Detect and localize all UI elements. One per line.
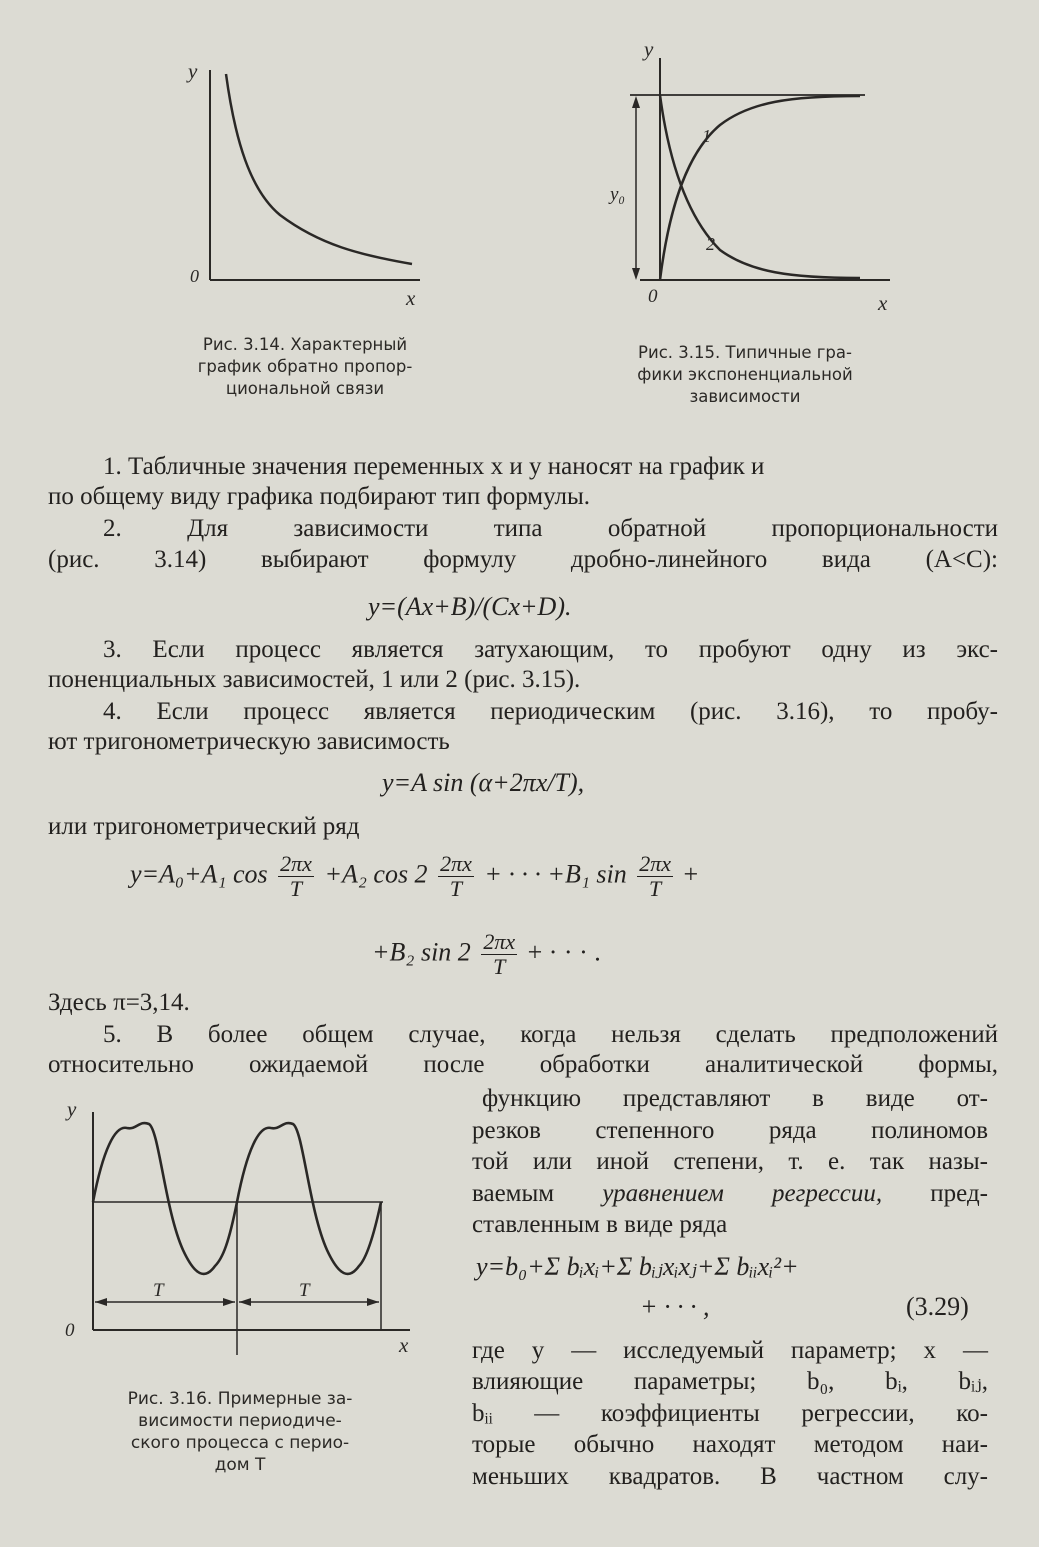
period-2-label: T — [299, 1280, 310, 1301]
equation-number: (3.29) — [906, 1292, 969, 1321]
column-line-10: меньших квадратов. В частном слу- — [472, 1463, 988, 1490]
arrow-right-icon — [223, 1298, 235, 1306]
arrow-down-icon — [632, 268, 640, 280]
arrow-right-icon — [367, 1298, 379, 1306]
column-line-8: bᵢᵢ — коэффициенты регрессии, ко- — [472, 1400, 988, 1427]
curve-2-label: 2 — [706, 234, 715, 254]
figure-3-16-caption: Рис. 3.16. Примерные за- висимости периодиче- ского процесса с перио- дом T — [127, 1389, 353, 1475]
trig-series-intro: или тригонометрический ряд — [48, 813, 360, 840]
regression-equation-line-1: y=b₀+Σ bᵢxᵢ+Σ bᵢⱼxᵢxⱼ+Σ bᵢᵢxᵢ²+ — [476, 1252, 799, 1281]
arrow-left-icon — [239, 1298, 251, 1306]
x-axis-label: x — [399, 1333, 409, 1357]
curve-1-label: 1 — [702, 126, 711, 146]
series-part-2: +A₂ cos 2 — [324, 859, 428, 889]
column-line-6: где y — исследуемый параметр; x — — [472, 1337, 988, 1364]
item-4-line-1: 4. Если процесс является периодическим (рис. 3.16), то пробу- — [103, 698, 998, 725]
regression-equation-line-2: + · · · , — [640, 1292, 710, 1321]
series-part-5: +B₂ sin 2 — [372, 937, 471, 967]
column-line-2: резков степенного ряда полиномов — [472, 1117, 988, 1144]
item-5-line-2: относительно ожидаемой после обработки аналитической формы, — [48, 1051, 998, 1078]
fraction-2pix-over-T: $\frac{2\pi x}{T}$ — [483, 929, 516, 979]
item-1-line-1: 1. Табличные значения переменных x и y наносят на график и — [103, 453, 765, 480]
column-line-4: ваемым уравнением регрессии, пред- — [472, 1180, 988, 1207]
curve-1 — [660, 96, 860, 280]
equation-sine: y=A sin (α+2πx/T), — [382, 768, 585, 797]
x-axis-label: x — [878, 291, 888, 315]
fraction-2pix-over-T: $\frac{2\pi x}{T}$ — [639, 851, 672, 901]
x-axis-label: x — [406, 286, 416, 310]
fraction-2pix-over-T: $\frac{2\pi x}{T}$ — [440, 851, 472, 901]
arrow-left-icon — [95, 1298, 107, 1306]
item-3-line-1: 3. Если процесс является затухающим, то пробуют одну из экс- — [103, 636, 998, 663]
column-line-3: той или иной степени, т. е. так назы- — [472, 1148, 988, 1175]
term-regression-equation: уравнением регрессии, — [602, 1180, 883, 1207]
series-part-6: + · · · . — [527, 937, 601, 967]
figure-3-15-plot — [600, 37, 900, 320]
y-axis-label: y — [188, 59, 198, 83]
trig-series-line-2 — [372, 930, 601, 979]
item-3-line-2: поненциальных зависимостей, 1 или 2 (рис. 3.15). — [48, 666, 581, 693]
y0-label: y₀ — [610, 184, 626, 205]
figure-3-14-plot — [180, 50, 440, 310]
hyperbola-curve — [226, 74, 412, 264]
equation-fractional-linear: y=(Ax+B)/(Cx+D). — [368, 592, 572, 621]
period-1-label: T — [153, 1280, 164, 1301]
series-part-4: + — [683, 859, 699, 889]
item-2-line-1: 2. Для зависимости типа обратной пропорциональности — [103, 515, 998, 542]
column-line-7: влияющие параметры; b₀, bᵢ, bᵢⱼ, — [472, 1368, 988, 1395]
figure-3-14-caption: Рис. 3.14. Характерный график обратно пропор- циональной связи — [197, 335, 413, 398]
figure-3-15 — [600, 37, 900, 320]
y-axis-label: y — [644, 37, 654, 61]
trig-series-line-1 — [130, 852, 698, 901]
series-part-3: + · · · +B₁ sin — [484, 859, 627, 889]
fraction-2pix-over-T: $\frac{2\pi x}{T}$ — [280, 851, 312, 901]
item-5-line-1: 5. В более общем случае, когда нельзя сделать предположений — [103, 1021, 998, 1048]
column-line-1: функцию представляют в виде от- — [482, 1085, 988, 1112]
item-1-line-2: по общему виду графика подбирают тип формулы. — [48, 483, 591, 510]
curve-2 — [660, 95, 860, 278]
item-4-line-2: ют тригонометрическую зависимость — [48, 728, 450, 755]
origin-label: 0 — [190, 266, 199, 286]
figure-3-15-caption: Рис. 3.15. Типичные гра- фики экспоненциальной зависимости — [637, 343, 853, 406]
column-line-5: ставленным в виде ряда — [472, 1211, 728, 1238]
y-axis-label: y — [67, 1097, 77, 1121]
arrow-up-icon — [632, 96, 640, 108]
item-2-line-2: (рис. 3.14) выбирают формулу дробно-линейного вида (A<C): — [48, 546, 998, 573]
figure-3-16-plot — [55, 1090, 425, 1380]
pi-note: Здесь π=3,14. — [48, 989, 190, 1016]
origin-label: 0 — [65, 1320, 75, 1341]
figure-3-16 — [55, 1090, 425, 1380]
figure-3-14 — [180, 50, 440, 310]
origin-label: 0 — [648, 286, 658, 307]
column-line-9: торые обычно находят методом наи- — [472, 1431, 988, 1458]
series-part-1: y=A₀+A₁ cos — [130, 859, 268, 889]
